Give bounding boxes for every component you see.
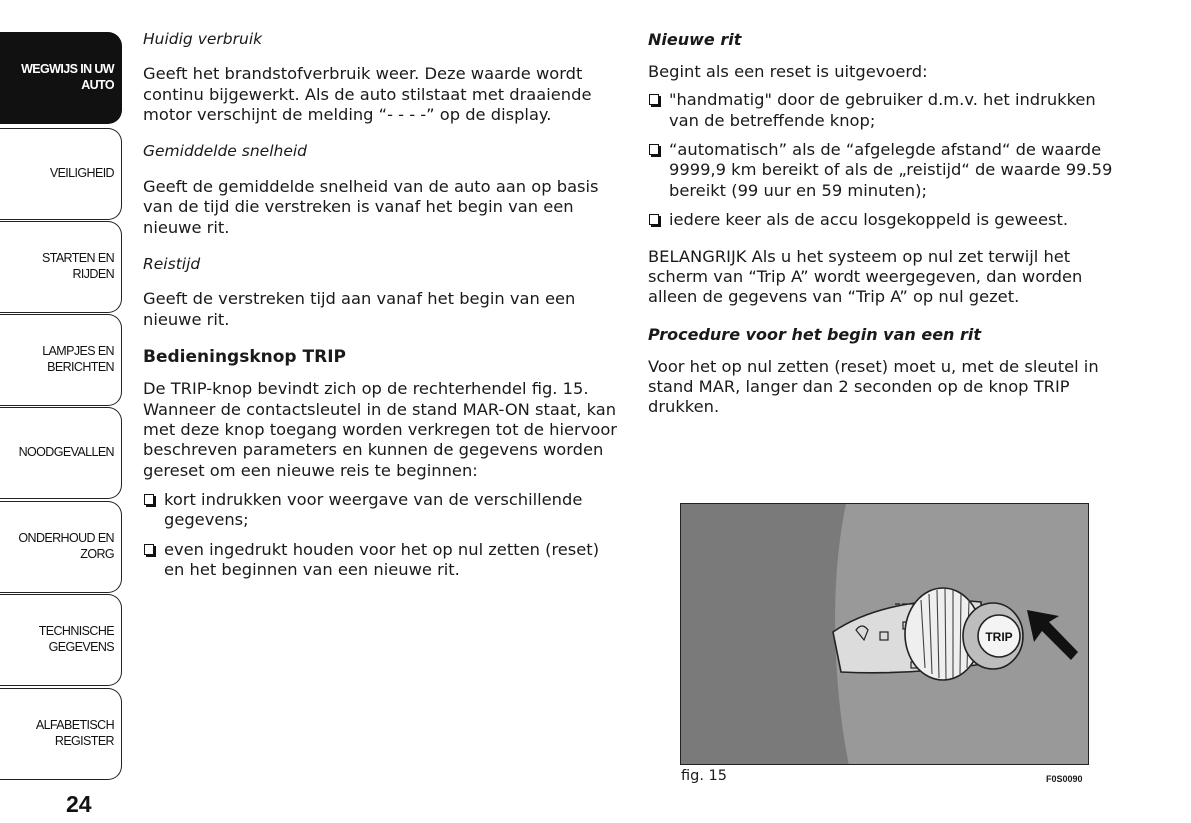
tab-technische-gegevens[interactable] [0,594,122,686]
subheading-huidig-verbruik: Huidig verbruik [143,30,263,48]
tab-noodgevallen[interactable] [0,407,122,499]
heading-bedieningsknop-trip: Bedieningsknop TRIP [143,347,346,367]
tab-label-line: BERICHTEN [47,360,114,374]
subheading-procedure: Procedure voor het begin van een rit [648,324,982,344]
paragraph: Geeft de gemiddelde snelheid van de auto aan op basis van de tijd die verstreken is vanaf het begin van een nieuwe rit. [143,176,599,237]
tab-label-line: LAMPJES EN [42,344,114,359]
figure-code: F0S0090 [1046,774,1083,784]
tab-label-line: GEGEVENS [48,640,114,654]
paragraph: Geeft het brandstofverbruik weer. Deze waarde wordt continu bijgewerkt. Als de auto stilstaat met draaiende motor verschijnt de melding “- - - -” op de display. [143,64,592,125]
subheading-gemiddelde-snelheid: Gemiddelde snelheid [143,142,308,161]
paragraph: De TRIP-knop bevindt zich op de rechterhendel fig. 15. Wanneer de contactsleutel in de stand MAR-ON staat, kan met deze knop toegang worden verkregen tot de hiervoor beschreven parameters en kunnen de gegevens worden gereset om een nieuwe reis te beginnen: [143,379,617,480]
arrow-icon [1027,610,1078,660]
tab-label-line: ALFABETISCH [35,718,114,733]
tab-label-line: VEILIGHEID [49,166,114,181]
tab-label-line: REGISTER [54,734,114,748]
tab-label-line: WEGWIJS IN UW [21,62,114,77]
tab-label-line: NOODGEVALLEN [18,445,114,460]
list-item: even ingedrukt houden voor het op nul zetten (reset) en het beginnen van een nieuwe rit. [143,540,623,581]
tab-onderhoud-en-zorg[interactable] [0,501,122,593]
tab-lampjes-en-berichten[interactable] [0,314,122,406]
tab-label-line: AUTO [81,78,114,92]
tab-veiligheid[interactable] [0,128,122,220]
trip-lever-illustration [681,504,1089,765]
important-note: BELANGRIJK Als u het systeem op nul zet terwijl het scherm van “Trip A” wordt weergegeven, dan worden alleen de gegevens van “Trip A” op nul gezet. [648,246,1083,307]
list-item: kort indrukken voor weergave van de verschillende gegevens; [143,490,623,531]
tab-alfabetisch-register[interactable] [0,688,122,780]
paragraph: Voor het op nul zetten (reset) moet u, met de sleutel in stand MAR, langer dan 2 seconden op de knop TRIP drukken. [648,356,1099,417]
list-item: "handmatig" door de gebruiker d.m.v. het indrukken van de betreffende knop; [648,90,1128,131]
tab-wegwijs-in-uw-auto[interactable] [0,32,122,124]
figure-caption: fig. 15 [681,768,728,784]
subheading-nieuwe-rit: Nieuwe rit [648,30,742,49]
tab-label-line: ONDERHOUD EN [18,531,114,546]
steering-column-shape [681,504,849,765]
right-column [648,30,1128,435]
list-item: iedere keer als de accu losgekoppeld is geweest. [648,210,1128,230]
tab-label-line: ZORG [80,547,114,561]
tab-starten-en-rijden[interactable] [0,221,122,313]
trip-button-label: TRIP [985,630,1013,644]
paragraph: Geeft de verstreken tijd aan vanaf het begin van een nieuwe rit. [143,289,576,329]
figure-trip-lever [680,503,1089,765]
tab-label-line: TECHNISCHE [38,624,114,639]
left-column [143,30,623,589]
tab-label-line: STARTEN EN RIJDEN [41,251,114,281]
page-number: 24 [66,791,92,817]
list-item: “automatisch” als de “afgelegde afstand“ de waarde 9999,9 km bereikt of als de „reistijd“ de waarde 99.59 bereikt (99 uur en 59 minuten); [648,140,1128,201]
subheading-reistijd: Reistijd [143,254,201,273]
paragraph: Begint als een reset is uitgevoerd: [648,62,928,81]
